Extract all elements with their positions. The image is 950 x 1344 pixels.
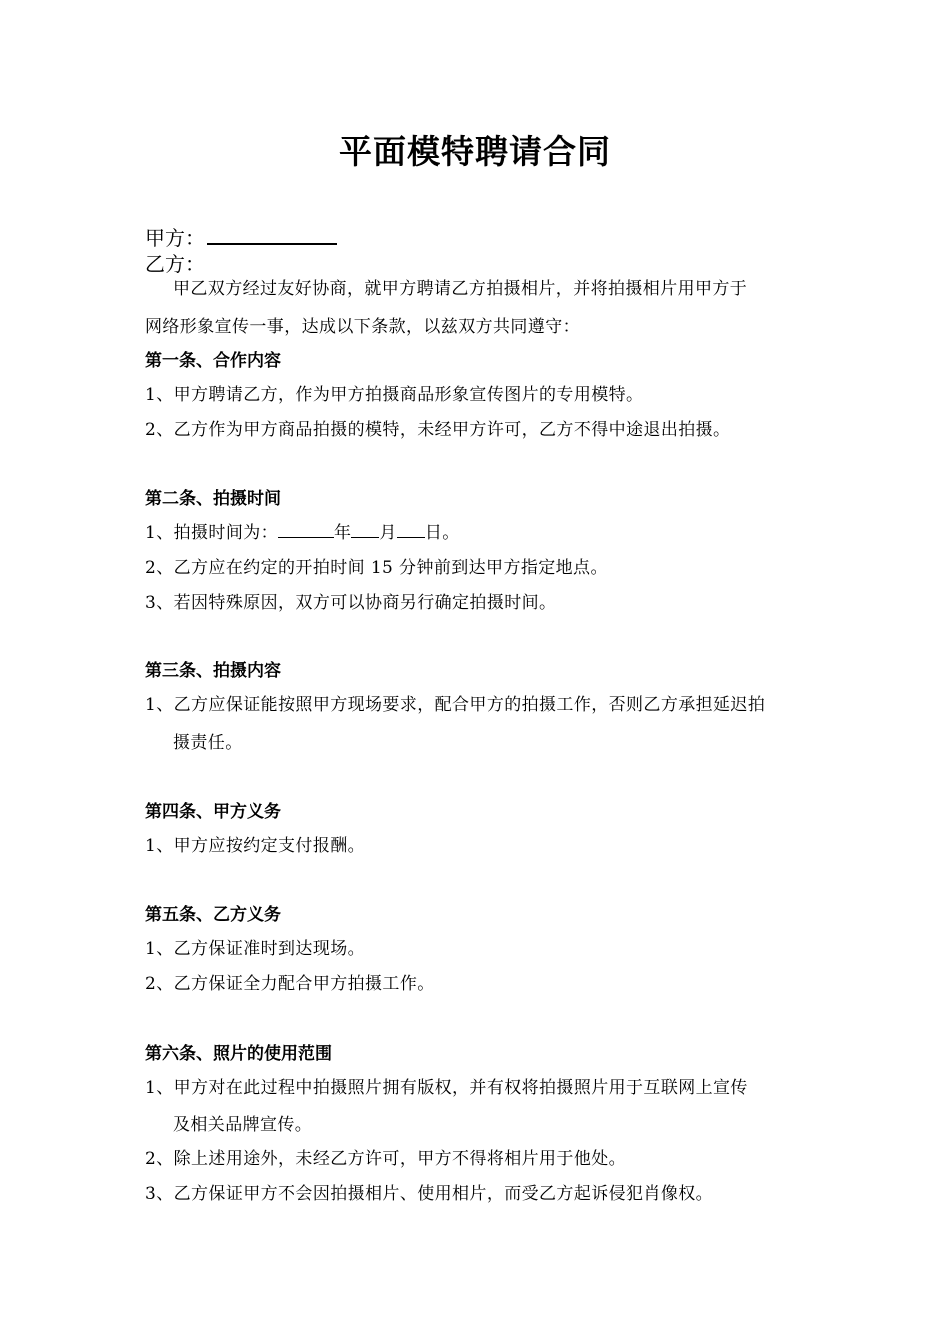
article-6-item-3: 3、乙方保证甲方不会因拍摄相片、使用相片，而受乙方起诉侵犯肖像权。 [145, 1184, 714, 1204]
document-title: 平面模特聘请合同 [339, 132, 611, 171]
article-2-item-3: 3、若因特殊原因，双方可以协商另行确定拍摄时间。 [145, 593, 557, 613]
article-6-item-1-line-1: 1、甲方对在此过程中拍摄照片拥有版权，并有权将拍摄照片用于互联网上宣传 [145, 1078, 748, 1098]
month-label: 月 [379, 523, 397, 543]
month-blank [351, 523, 379, 538]
year-blank [278, 523, 334, 538]
article-5-item-2: 2、乙方保证全力配合甲方拍摄工作。 [145, 974, 435, 994]
article-2-item-1 [145, 518, 460, 543]
party-b-label: 乙方： [145, 252, 205, 276]
article-2-heading: 第二条、拍摄时间 [145, 489, 281, 509]
shoot-time-label: 1、拍摄时间为： [145, 523, 279, 543]
party-a-blank-line [207, 225, 337, 245]
intro-line-1: 甲乙双方经过友好协商，就甲方聘请乙方拍摄相片，并将拍摄相片用甲方于 [173, 279, 748, 299]
article-6-heading: 第六条、照片的使用范围 [145, 1044, 332, 1064]
article-1-heading: 第一条、合作内容 [145, 351, 281, 371]
article-2-item-2: 2、乙方应在约定的开拍时间 15 分钟前到达甲方指定地点。 [145, 558, 608, 578]
article-6-item-2: 2、除上述用途外，未经乙方许可，甲方不得将相片用于他处。 [145, 1149, 627, 1169]
article-5-item-1: 1、乙方保证准时到达现场。 [145, 939, 366, 959]
article-3-heading: 第三条、拍摄内容 [145, 661, 281, 681]
day-label: 日。 [424, 523, 460, 543]
party-a-row [145, 222, 337, 251]
day-blank [397, 523, 425, 538]
article-4-item-1: 1、甲方应按约定支付报酬。 [145, 836, 366, 856]
year-label: 年 [334, 523, 352, 543]
party-b-row [145, 248, 205, 277]
article-1-item-1: 1、甲方聘请乙方，作为甲方拍摄商品形象宣传图片的专用模特。 [145, 385, 644, 405]
article-3-item-1-line-2: 摄责任。 [173, 733, 243, 753]
article-1-item-2: 2、乙方作为甲方商品拍摄的模特，未经甲方许可，乙方不得中途退出拍摄。 [145, 420, 731, 440]
article-3-item-1-line-1: 1、乙方应保证能按照甲方现场要求，配合甲方的拍摄工作，否则乙方承担延迟拍 [145, 695, 766, 715]
article-6-item-1-line-2: 及相关品牌宣传。 [173, 1115, 313, 1135]
article-4-heading: 第四条、甲方义务 [145, 802, 281, 822]
party-a-label: 甲方： [145, 226, 205, 250]
article-5-heading: 第五条、乙方义务 [145, 905, 281, 925]
intro-line-2: 网络形象宣传一事，达成以下条款，以兹双方共同遵守： [145, 317, 580, 337]
